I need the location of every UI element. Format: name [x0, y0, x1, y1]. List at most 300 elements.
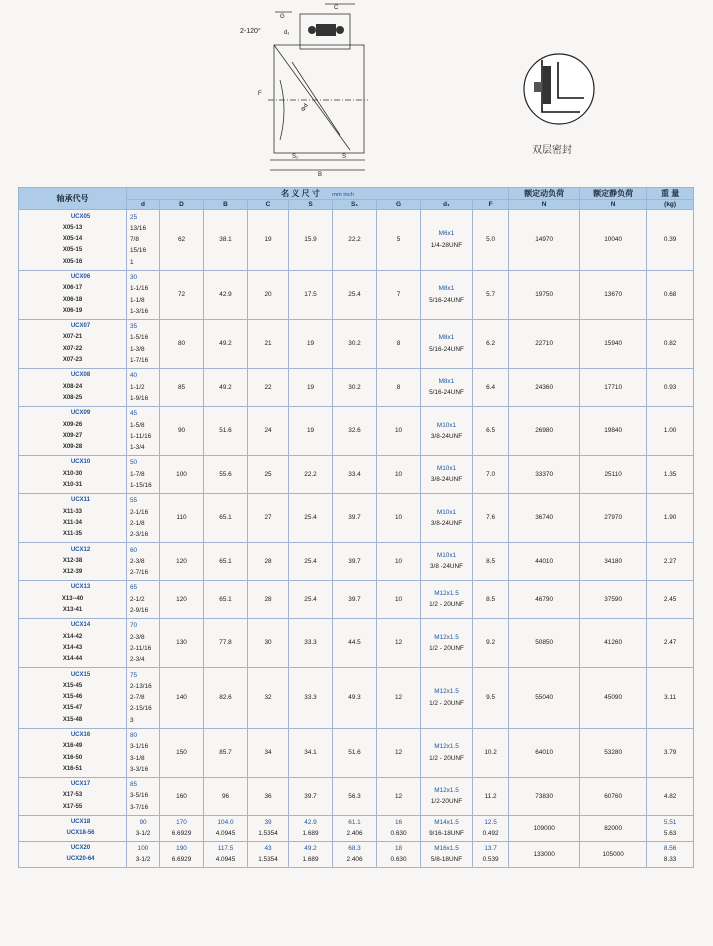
dim-d-line: 100 [137, 844, 149, 852]
dim-G-cell: 10 [377, 493, 421, 542]
bore-d-line: 1-5/8 [130, 421, 145, 429]
header-dims-title: 名 义 尺 寸 [281, 189, 320, 198]
dim-S1-cell: 22.2 [333, 210, 377, 271]
bearing-code-line: X14-44 [62, 656, 83, 663]
bore-d-line: 2-1/16 [130, 508, 149, 516]
bearing-code-line: X12-38 [62, 557, 83, 564]
bore-d-cell [127, 777, 160, 815]
dim-G-cell: 8 [377, 319, 421, 368]
bearing-code-line: UCX17 [70, 781, 91, 788]
thread-d1-cell [421, 777, 473, 815]
dim-G-cell [377, 841, 421, 867]
bore-d-line: 1-3/16 [130, 307, 149, 315]
bore-d-line: 2-13/16 [130, 682, 152, 690]
weight-line: 8.33 [663, 856, 677, 864]
dim-C-cell: 21 [248, 319, 289, 368]
bearing-code-cell [19, 668, 127, 729]
dim-S1-cell: 32.6 [333, 406, 377, 455]
thread-d1-cell [421, 406, 473, 455]
dim-d-line: 3-1/2 [135, 830, 151, 838]
bore-d-line: 60 [130, 546, 138, 554]
bearing-code-line: UCX12 [70, 546, 91, 553]
bearing-code-cell [19, 543, 127, 581]
dim-G-cell: 10 [377, 543, 421, 581]
table-row [19, 543, 694, 581]
table-row [19, 319, 694, 368]
dim-C-cell: 32 [248, 668, 289, 729]
dim-d1-line: 9/16-18UNF [429, 830, 464, 838]
header-code: 轴承代号 [19, 188, 127, 210]
weight-cell: 0.68 [647, 270, 694, 319]
bearing-code-cell [19, 493, 127, 542]
header-dims-unit: mm inch [332, 192, 354, 198]
dim-S1-cell: 56.3 [333, 777, 377, 815]
dim-B-cell: 77.8 [204, 618, 248, 667]
dim-G-cell: 12 [377, 668, 421, 729]
static-load-cell: 19840 [580, 406, 647, 455]
dim-label-g: G [280, 14, 285, 20]
bore-d-line: 50 [130, 459, 138, 467]
bore-d-line: 1-15/16 [130, 482, 152, 490]
dim-D-cell: 120 [160, 543, 204, 581]
dim-B-line: 117.5 [217, 844, 234, 852]
dim-C-cell: 24 [248, 406, 289, 455]
dim-F-cell: 11.2 [473, 777, 509, 815]
bearing-code-line: X14-43 [62, 644, 83, 651]
dim-F-cell: 6.2 [473, 319, 509, 368]
table-row [19, 580, 694, 618]
subheader-d1: d₁ [421, 200, 473, 210]
thread-d1-line: M10x1 [436, 421, 457, 429]
dynamic-load-cell: 19750 [509, 270, 580, 319]
dim-F-cell: 7.6 [473, 493, 509, 542]
bore-d-line: 2-15/16 [130, 705, 152, 713]
subheader-C: C [248, 200, 289, 210]
subheader-S: S [289, 200, 333, 210]
dim-F-cell: 5.0 [473, 210, 509, 271]
bearing-code-line: X15-46 [62, 694, 83, 701]
table-row [19, 210, 694, 271]
subheader-d: d [127, 200, 160, 210]
dim-B-cell [204, 815, 248, 841]
table-row [19, 618, 694, 667]
bore-d-cell [127, 270, 160, 319]
dim-d-cell [127, 815, 160, 841]
dim-S-cell: 25.4 [289, 493, 333, 542]
weight-cell: 2.45 [647, 580, 694, 618]
bore-d-line: 80 [130, 732, 138, 739]
bearing-code-line: X10-31 [62, 482, 83, 489]
thread-d1-line: 5/16-24UNF [429, 345, 464, 353]
thread-d1-line: 1/2 - 20UNF [429, 699, 464, 707]
dim-S1-cell: 33.4 [333, 455, 377, 493]
dim-B-cell: 42.9 [204, 270, 248, 319]
bearing-code-line: X07-23 [62, 357, 83, 364]
dim-S1-line: 2.406 [346, 856, 363, 864]
bore-d-line: 45 [130, 410, 138, 418]
dim-C-cell: 36 [248, 777, 289, 815]
bearing-code-line: X15-48 [62, 716, 83, 723]
bearing-code-line: X10-30 [62, 470, 83, 477]
thread-d1-line: M10x1 [436, 552, 457, 560]
dim-B-line: 4.0945 [215, 856, 236, 864]
table-row [19, 777, 694, 815]
dim-F-cell: 7.0 [473, 455, 509, 493]
bearing-code-line: X17-53 [62, 792, 83, 799]
bearing-code-line: X08-25 [62, 394, 83, 401]
dynamic-load-cell: 55040 [509, 668, 580, 729]
dim-C-line: 43 [264, 844, 272, 852]
dim-B-line: 104.0 [217, 818, 234, 826]
dim-D-line: 6.6929 [171, 856, 192, 864]
bearing-code-line: UCX13 [70, 584, 91, 591]
dim-G-cell [377, 815, 421, 841]
thread-d1-cell [421, 493, 473, 542]
dim-G-line: 0.630 [390, 856, 407, 864]
dim-C-cell: 30 [248, 618, 289, 667]
dim-C-cell: 34 [248, 728, 289, 777]
dynamic-load-cell: 133000 [509, 841, 580, 867]
bore-d-line: 3 [130, 716, 134, 724]
double-seal-detail-icon [522, 52, 596, 126]
static-load-cell: 53280 [580, 728, 647, 777]
bore-d-line: 2-1/8 [130, 519, 145, 527]
bearing-code-line: UCX09 [70, 410, 91, 417]
bore-d-line: 2-7/8 [130, 694, 145, 702]
bore-d-line: 1-3/4 [130, 444, 145, 452]
static-load-cell: 13670 [580, 270, 647, 319]
dynamic-load-cell: 24360 [509, 368, 580, 406]
weight-cell: 4.82 [647, 777, 694, 815]
thread-d1-line: M8x1 [438, 378, 455, 386]
bearing-code-cell [19, 368, 127, 406]
thread-d1-cell [421, 210, 473, 271]
static-load-cell: 27970 [580, 493, 647, 542]
dim-C-line: 1.5354 [258, 830, 278, 838]
static-load-cell: 34180 [580, 543, 647, 581]
dim-B-cell: 82.6 [204, 668, 248, 729]
bore-d-line: 2-1/2 [130, 595, 145, 603]
bearing-code-line: X05-14 [62, 236, 83, 243]
dim-C-cell [248, 815, 289, 841]
bearing-code-line: X15-45 [62, 682, 83, 689]
bore-d-line: 35 [130, 323, 138, 331]
thread-d1-line: 3/8-24UNF [430, 432, 463, 440]
dim-B-line: 4.0945 [215, 830, 236, 838]
bearing-code-cell [19, 618, 127, 667]
subheader-weight-unit: (kg) [647, 200, 694, 210]
bearing-code-cell [19, 580, 127, 618]
dim-S-cell: 19 [289, 368, 333, 406]
bearing-code-line: X09-26 [62, 421, 83, 428]
dim-S-cell: 22.2 [289, 455, 333, 493]
bearing-code-line: X11-35 [62, 531, 83, 538]
dim-S1-line: 68.3 [348, 844, 361, 852]
bore-d-line: 13/16 [130, 224, 146, 232]
dim-label-s: S [342, 154, 347, 160]
bore-d-cell [127, 668, 160, 729]
bore-d-cell [127, 728, 160, 777]
dynamic-load-cell: 50850 [509, 618, 580, 667]
bore-d-line: 3-1/8 [130, 754, 145, 762]
dim-D-cell: 62 [160, 210, 204, 271]
bore-d-line: 2-9/16 [130, 607, 149, 615]
dim-S1-cell: 39.7 [333, 580, 377, 618]
table-row [19, 841, 694, 867]
dim-label-c: C [334, 5, 339, 11]
header-stat: 额定静负荷 [580, 188, 647, 200]
bore-d-line: 1-7/8 [130, 470, 145, 478]
header-weight: 重 量 [647, 188, 694, 200]
thread-d1-line: M8x1 [438, 334, 455, 342]
bearing-code-cell [19, 815, 127, 841]
bearing-code-cell [19, 406, 127, 455]
dim-F-cell: 8.5 [473, 543, 509, 581]
dim-C-cell: 27 [248, 493, 289, 542]
bearing-code-line: UCX08 [70, 372, 91, 379]
bearing-code-line: UCX05 [70, 213, 91, 220]
bearing-spec-table [18, 187, 694, 868]
thread-d1-line: M10x1 [436, 508, 457, 516]
thread-d1-line: M12x1.5 [434, 633, 459, 641]
bore-d-cell [127, 455, 160, 493]
bearing-code-line: X12-39 [62, 569, 83, 576]
weight-cell: 1.35 [647, 455, 694, 493]
dim-d1-cell [421, 815, 473, 841]
dim-F-cell: 8.5 [473, 580, 509, 618]
static-load-cell: 10040 [580, 210, 647, 271]
dim-B-cell: 65.1 [204, 493, 248, 542]
bearing-code-line: X06-17 [62, 285, 83, 292]
bearing-code-cell [19, 270, 127, 319]
dim-S1-line: 61.1 [348, 818, 361, 826]
dim-B-cell: 55.6 [204, 455, 248, 493]
bearing-code-line: X11-34 [62, 519, 83, 526]
bore-d-line: 40 [130, 372, 138, 380]
bore-d-line: 3-7/16 [130, 803, 149, 811]
dim-D-cell: 130 [160, 618, 204, 667]
dim-G-cell: 10 [377, 406, 421, 455]
bearing-code-line: UCX18-56 [66, 830, 95, 837]
table-row [19, 493, 694, 542]
seal-caption: 双层密封 [532, 145, 572, 156]
dim-label-d1: d₁ [284, 30, 290, 36]
bearing-code-line: X13--40 [61, 595, 84, 602]
subheader-D: D [160, 200, 204, 210]
weight-cell: 2.27 [647, 543, 694, 581]
bearing-code-line: UCX20 [70, 844, 91, 851]
dim-G-cell: 8 [377, 368, 421, 406]
thread-d1-cell [421, 668, 473, 729]
table-row [19, 406, 694, 455]
dynamic-load-cell: 64010 [509, 728, 580, 777]
dim-S-cell: 25.4 [289, 580, 333, 618]
dim-label-f: F [258, 91, 262, 97]
header-dims [127, 188, 509, 200]
thread-d1-line: 1/2 - 20UNF [429, 754, 464, 762]
thread-d1-line: 1/2-20UNF [430, 798, 463, 806]
dynamic-load-cell: 36740 [509, 493, 580, 542]
bearing-section-drawing [230, 0, 370, 178]
table-row [19, 668, 694, 729]
dim-S1-cell: 25.4 [333, 270, 377, 319]
bearing-code-line: UCX06 [70, 274, 91, 280]
dim-F-cell: 5.7 [473, 270, 509, 319]
dim-S1-cell: 39.7 [333, 493, 377, 542]
dim-B-cell: 65.1 [204, 543, 248, 581]
bearing-code-line: UCX10 [70, 459, 91, 466]
dim-S-cell: 19 [289, 406, 333, 455]
weight-cell: 1.00 [647, 406, 694, 455]
dim-B-cell: 38.1 [204, 210, 248, 271]
dim-S-cell: 39.7 [289, 777, 333, 815]
static-load-cell: 37590 [580, 580, 647, 618]
dim-C-line: 39 [264, 818, 272, 826]
static-load-cell: 41260 [580, 618, 647, 667]
dim-S1-cell: 39.7 [333, 543, 377, 581]
dim-F-cell: 6.5 [473, 406, 509, 455]
dim-D-cell [160, 815, 204, 841]
dynamic-load-cell: 22710 [509, 319, 580, 368]
dim-S1-cell: 44.5 [333, 618, 377, 667]
bearing-code-cell [19, 210, 127, 271]
dim-S-cell: 19 [289, 319, 333, 368]
table-row [19, 270, 694, 319]
dim-S-cell: 25.4 [289, 543, 333, 581]
dim-D-cell: 120 [160, 580, 204, 618]
bore-d-line: 85 [130, 781, 138, 789]
thread-d1-line: 5/16-24UNF [429, 296, 464, 304]
bearing-code-line: X06-18 [62, 296, 83, 303]
dim-B-cell: 49.2 [204, 368, 248, 406]
bore-d-line: 55 [130, 497, 138, 505]
bearing-code-line: UCX15 [70, 671, 91, 678]
bore-d-line: 2-7/16 [130, 569, 149, 577]
bearing-code-line: X06-19 [62, 307, 83, 314]
bore-d-line: 2-3/4 [130, 656, 145, 664]
weight-cell: 3.79 [647, 728, 694, 777]
subheader-F: F [473, 200, 509, 210]
dynamic-load-cell: 33370 [509, 455, 580, 493]
bore-d-line: 1-11/16 [130, 432, 152, 440]
dim-F-line: 12.5 [484, 818, 497, 826]
thread-d1-line: 1/2 - 20UNF [429, 644, 464, 652]
dim-F-cell [473, 841, 509, 867]
dim-d1-line: M14x1.5 [434, 818, 459, 826]
dim-B-cell: 96 [204, 777, 248, 815]
dim-S-cell: 33.3 [289, 668, 333, 729]
bore-d-line: 30 [130, 274, 138, 281]
dim-B-cell: 51.6 [204, 406, 248, 455]
dim-C-cell: 20 [248, 270, 289, 319]
dim-D-cell: 85 [160, 368, 204, 406]
dim-d1-cell [421, 841, 473, 867]
weight-cell: 3.11 [647, 668, 694, 729]
dim-B-cell: 65.1 [204, 580, 248, 618]
bore-d-cell [127, 368, 160, 406]
bearing-code-line: X05-16 [62, 258, 83, 265]
weight-cell [647, 815, 694, 841]
thread-d1-line: M12x1.5 [434, 590, 459, 598]
bearing-code-line: X11-33 [62, 508, 83, 515]
bore-d-line: 65 [130, 584, 138, 592]
bearing-code-line: X05-13 [62, 224, 83, 231]
bearing-code-cell [19, 777, 127, 815]
bearing-code-line: UCX07 [70, 323, 91, 330]
thread-d1-line: 5/16-24UNF [429, 389, 464, 397]
bore-d-cell [127, 580, 160, 618]
bearing-code-cell [19, 841, 127, 867]
dynamic-load-cell: 14970 [509, 210, 580, 271]
dim-B-cell: 49.2 [204, 319, 248, 368]
thread-d1-line: 1/4-28UNF [430, 241, 463, 249]
dim-G-cell: 10 [377, 580, 421, 618]
dim-G-cell: 7 [377, 270, 421, 319]
bore-d-line: 1-9/16 [130, 394, 149, 402]
dim-S-line: 1.689 [302, 856, 319, 864]
bearing-code-line: X05-15 [62, 247, 83, 254]
bore-d-line: 1-1/8 [130, 296, 145, 304]
weight-line: 5.63 [663, 830, 677, 838]
weight-line: 8.56 [663, 844, 677, 852]
bore-d-line: 2-11/16 [130, 644, 152, 652]
bearing-code-line: X09-27 [62, 432, 83, 439]
thread-d1-line: 3/8 -24UNF [429, 563, 464, 571]
dim-G-cell: 12 [377, 777, 421, 815]
dim-D-cell: 150 [160, 728, 204, 777]
dim-S1-cell [333, 815, 377, 841]
dim-F-cell: 6.4 [473, 368, 509, 406]
bore-d-line: 1-7/16 [130, 357, 149, 365]
dynamic-load-cell: 46790 [509, 580, 580, 618]
bearing-code-line: UCX14 [70, 622, 91, 629]
static-load-cell: 105000 [580, 841, 647, 867]
bore-d-line: 1-5/16 [130, 334, 149, 342]
thread-d1-cell [421, 270, 473, 319]
dim-S-cell: 33.3 [289, 618, 333, 667]
dim-D-line: 170 [176, 818, 187, 826]
dim-F-line: 0.492 [482, 830, 499, 838]
dim-S-cell: 17.5 [289, 270, 333, 319]
bore-d-line: 2-3/16 [130, 531, 149, 539]
dim-S1-cell: 51.6 [333, 728, 377, 777]
dim-S-cell: 15.9 [289, 210, 333, 271]
dim-B-cell: 85.7 [204, 728, 248, 777]
dynamic-load-cell: 109000 [509, 815, 580, 841]
dim-F-line: 13.7 [484, 844, 497, 852]
weight-cell: 2.47 [647, 618, 694, 667]
bore-d-cell [127, 319, 160, 368]
bore-d-line: 3-5/16 [130, 792, 149, 800]
weight-cell: 1.90 [647, 493, 694, 542]
bore-d-line: 3-1/16 [130, 743, 149, 751]
bore-d-cell [127, 618, 160, 667]
bearing-code-cell [19, 728, 127, 777]
bore-d-cell [127, 210, 160, 271]
dim-S1-cell: 30.2 [333, 319, 377, 368]
bearing-code-line: UCX18 [70, 818, 91, 825]
thread-d1-line: M8x1 [438, 285, 455, 293]
bore-d-line: 1-1/16 [130, 285, 149, 293]
subheader-B: B [204, 200, 248, 210]
dim-F-cell: 9.5 [473, 668, 509, 729]
dim-C-line: 1.5354 [258, 856, 278, 864]
static-load-cell: 15940 [580, 319, 647, 368]
dim-d-line: 3-1/2 [135, 856, 151, 864]
subheader-G: G [377, 200, 421, 210]
dim-d-cell [127, 841, 160, 867]
subheader-dyn-unit: N [509, 200, 580, 210]
